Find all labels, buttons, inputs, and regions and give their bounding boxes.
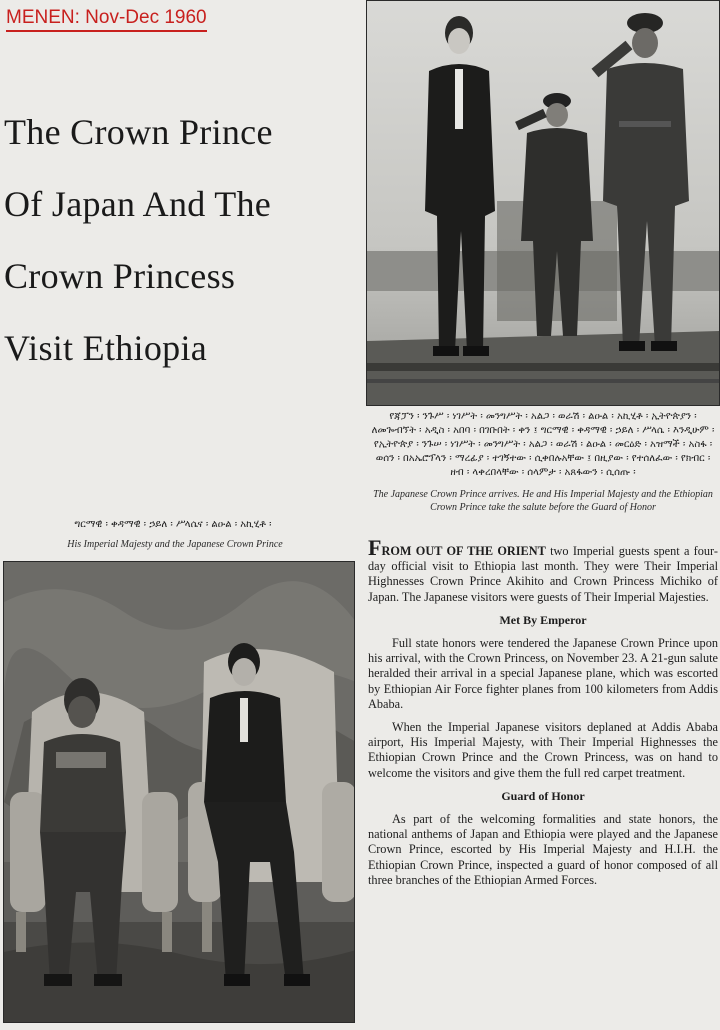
article-paragraph-3: When the Imperial Japanese visitors deplaned at Addis Ababa airport, His Imperial Majesty, with Their Imperial Highnesses the Ethiopian Crown Prince and the Crown Princess, was on hand to welcome the visitors and give them the full red carpet treatment.: [368, 720, 718, 780]
arrival-caption-amharic: የጃፓን ፡ ንጉሥ ፡ ነገሥት ፡ መንግሥት ፡ አልጋ ፡ ወራሽ ፡ ልዑል ፡ አኪሂቶ ፡ ኢትዮጵያን ፡ ለመጐብኘት ፡ አዲስ ፡ አበባ ፡ በገቡበት ፡ ቀን ፤ ግርማዊ ፡ ቀዳማዊ ፡ ኃይለ ፡ ሥላሴ ፡ እንዲሁም ፡ የኢትዮጵያ ፡ ንጉሠ ፡ ነገሥት ፡ መንግሥት ፡ አልጋ ፡ ወራሽ ፡ ልዑል ፡ መርዕድ ፡ አዝማች ፡ አስፋ ፡ ወሰን ፡ በአኤሮፕላን ፡ ማረፊያ ፡ ተገኝተው ፡ ሲቀበሉአቸው ፤ በዚያው ፡ የተሰለፈው ፡ የክብር ፡ ዘብ ፡ ላቀረበላቸው ፡ ሰላምታ ፡ አጸፋውን ፡ ሲሰጡ ፡: [371, 411, 715, 478]
seated-caption-english: His Imperial Majesty and the Japanese Crown Prince: [67, 539, 283, 550]
lead-caps: ROM OUT OF THE ORIENT: [381, 544, 546, 558]
drop-cap: F: [368, 535, 382, 560]
arrival-salute-photo: [366, 0, 720, 406]
article-paragraph-4: As part of the welcoming formalities and state honors, the national anthems of Japan and Ethiopia were played and the Japanese Crown Prince, escorted by His Imperial Majesty and H.I.H. the Ethiopian Crown Prince, inspected a guard of honor composed of all three branches of the Ethiopian Armed Forces.: [368, 812, 718, 887]
headline-line-1: The Crown Prince: [4, 112, 273, 152]
subheading-met-by-emperor: Met By Emperor: [499, 612, 587, 627]
arrival-caption-english: The Japanese Crown Prince arrives. He and His Imperial Majesty and the Ethiopian Crown Prince take the salute before the Guard of Honor: [373, 489, 713, 513]
intro-text: two Imperial guests spent a four-day official visit to Ethiopia last month. They were Their Imperial Highnesses Crown Prince Akihito and Crown Princess Michiko of Japan. The Japanese visitors were guests of Their Imperial Majesties.: [368, 544, 719, 604]
seated-photo: [3, 561, 355, 1023]
seated-caption-amharic: ግርማዊ ፡ ቀዳማዊ ፡ ኃይለ ፡ ሥላሴና ፡ ልዑል ፡ አኪሂቶ ፡: [74, 519, 272, 530]
headline: [4, 108, 354, 396]
headline-line-2: Of Japan And The: [4, 184, 272, 224]
article-intro: [368, 535, 719, 605]
headline-line-3: Crown Princess: [4, 256, 236, 296]
headline-line-4: Visit Ethiopia: [4, 328, 208, 368]
article-body: [368, 535, 719, 896]
article-paragraph-2: Full state honors were tendered the Japanese Crown Prince upon his arrival, with the Crown Princess, on November 23. A 21-gun salute heralded their arrival in a special Japanese plane, which was escorted by Ethiopian Air Force fighter planes from 100 kilometers from Addis Ababa.: [368, 636, 718, 711]
issue-tag: MENEN: Nov-Dec 1960: [6, 6, 207, 32]
subheading-guard-of-honor: Guard of Honor: [501, 788, 585, 803]
